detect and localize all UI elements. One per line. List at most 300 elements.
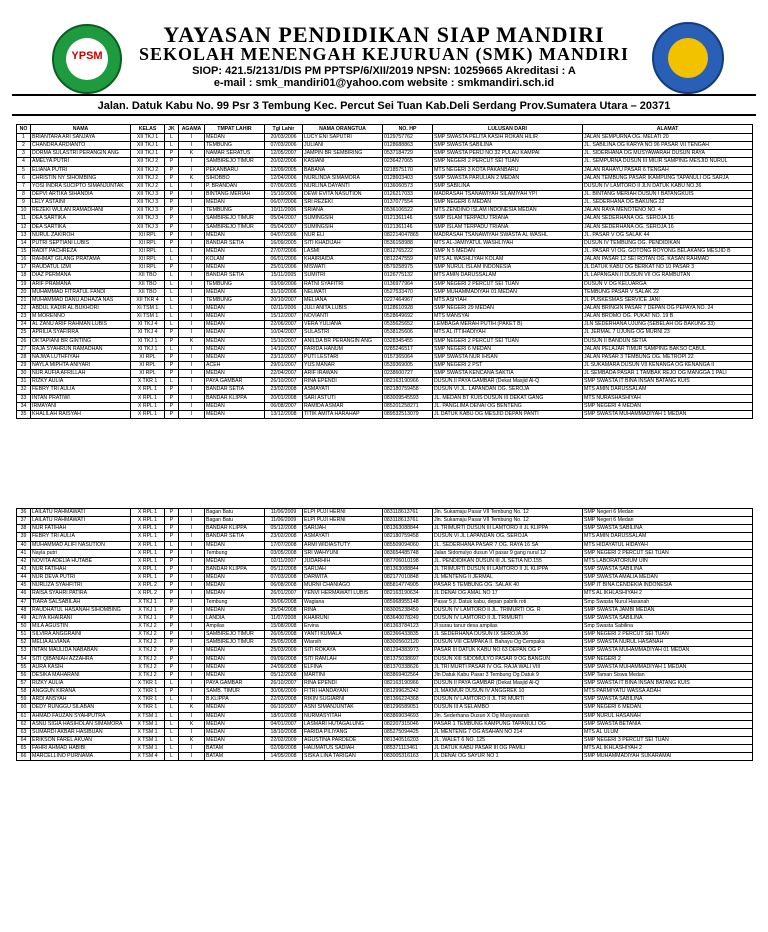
table-cell: XII TKJ 3	[131, 215, 165, 223]
table-row	[17, 223, 753, 231]
table-cell: 0539369005	[383, 361, 433, 369]
table-cell: KASIANI	[303, 158, 383, 166]
table-cell: 18/01/2008	[265, 712, 303, 720]
table-cell: LASMARI HUTAGALUNG	[303, 720, 383, 728]
table-cell: ALIYA KHAIRANI	[31, 614, 131, 622]
table-cell: I	[179, 671, 205, 679]
table-cell: 22/06/2007	[265, 321, 303, 329]
table-cell: 15	[17, 247, 31, 255]
table-cell: 0328345455	[383, 337, 433, 345]
table-cell: 29/01/2007	[265, 361, 303, 369]
table-cell: I	[179, 304, 205, 312]
table-cell: 085371113461	[383, 745, 433, 753]
table-row	[17, 533, 753, 541]
table-cell: 26	[17, 337, 31, 345]
table-cell: JULIANI	[303, 142, 383, 150]
table-row	[17, 582, 753, 590]
table-cell: JALAN PASAR 12 SEI ROTAN OG. KASAN RAHMAD	[583, 256, 753, 264]
table-cell: SAMBIREJO TIMUR	[205, 223, 265, 231]
table-cell: X TKR 1	[131, 679, 165, 687]
table-cell: TEMBUNG	[205, 142, 265, 150]
table-cell: TEMBUNG	[205, 280, 265, 288]
table-cell: MTS AL WASHLIYAH KOLAM	[433, 256, 583, 264]
table-cell: 083640078249	[383, 614, 433, 622]
table-row	[17, 247, 753, 255]
table-cell: SMP NEGERI 2 PERCUT SEI TUAN	[433, 158, 583, 166]
table-row	[17, 142, 753, 150]
table-cell: NOVITA ADELIA HUTABE	[31, 557, 131, 565]
table-cell: SIHOBBO	[205, 174, 265, 182]
table-cell: MEDAN	[205, 541, 265, 549]
table-cell: JALAN BROMO OG. PUKAT NO. 19 B	[583, 313, 753, 321]
table-cell: 03/05/2008	[265, 549, 303, 557]
table-cell: XII TKJ 1	[131, 150, 165, 158]
table-cell: 15/10/2007	[265, 337, 303, 345]
table-cell: 38	[17, 525, 31, 533]
table-row	[17, 158, 753, 166]
table-cell: P	[165, 598, 179, 606]
table-cell: SMP SWASTA MUHAMMADIYAH 01 MEDAN	[583, 647, 753, 655]
table-cell: XI TKJ 4	[131, 321, 165, 329]
table-cell: 0218575170	[383, 166, 433, 174]
table-cell: SMP NEGERI 6 MEDAN	[433, 345, 583, 353]
table-cell: 12/04/2006	[265, 174, 303, 182]
table-cell: 30/06/2009	[265, 688, 303, 696]
table-cell: NUR AUFIA AFRILLAH	[31, 370, 131, 378]
table-cell: SAMBIREJO TIMUR	[205, 215, 265, 223]
table-cell: XII TKJ 1	[131, 142, 165, 150]
table-cell: JL SEMBADA PASAR 1 TAMBAK REJO OG MANGGA 1 PALI	[583, 370, 753, 378]
table-cell: DUSUN IV LAMTORO II JL TRI MURTI	[433, 696, 583, 704]
table-cell: 42	[17, 557, 31, 565]
table-cell: RAHMAT GILANG PRATAMA	[31, 256, 131, 264]
table-cell: BABANA	[303, 166, 383, 174]
table-cell: 07/03/2008	[265, 574, 303, 582]
table-row	[17, 174, 753, 182]
table-cell: MEDAN	[205, 720, 265, 728]
table-cell: 0236427065	[383, 158, 433, 166]
table-cell: 02/11/2007	[265, 557, 303, 565]
table-cell: JL DENAI OG SAYUR NO 1	[433, 753, 583, 761]
table-cell: 082163190966	[383, 378, 433, 386]
table-row	[17, 150, 753, 158]
table-cell: XII TKJ 2	[131, 158, 165, 166]
table-cell: NAYLA MIPHTA ANIYARI	[31, 361, 131, 369]
table-cell: RIZKY AULIA	[31, 679, 131, 687]
table-cell: BANDAR KLIPPA	[205, 565, 265, 573]
table-cell: L	[165, 712, 179, 720]
table-cell: X RPL 2	[131, 590, 165, 598]
table-cell: 30	[17, 370, 31, 378]
table-cell: LASMI	[303, 247, 383, 255]
table-cell: I	[179, 256, 205, 264]
table-cell: SMP SWASTA NUR IHSAN	[433, 353, 583, 361]
table-cell: MELIA ALVIANA	[31, 639, 131, 647]
table-cell: 082163190966	[383, 679, 433, 687]
table-cell: X TKR 1	[131, 378, 165, 386]
table-cell: 45	[17, 582, 31, 590]
table-cell: P	[165, 361, 179, 369]
table-cell: X RPL 1	[131, 402, 165, 410]
contact-line: e-mail : smk_mandiri01@yahoo.com website : smkmandiri.sch.id	[213, 77, 555, 89]
table-cell: JL SUKAMARA DUSUN VII KENANGA OG KENANGA II	[583, 361, 753, 369]
table-row	[17, 329, 753, 337]
table-cell: JALAN SEDERHANA OG. SEROJA 16	[583, 223, 753, 231]
table-cell: SMP NEGERI 2 PST	[433, 361, 583, 369]
table-cell: L	[165, 296, 179, 304]
table-cell: NAJWA LUTHFIYAH	[31, 353, 131, 361]
table-cell: P	[165, 549, 179, 557]
table-cell: NUR ELI	[303, 231, 383, 239]
table-cell: RATNI SYAFITRI	[303, 280, 383, 288]
table-cell: X TSM 4	[131, 753, 165, 761]
table-cell: Bagan Batu	[205, 509, 265, 517]
table-cell: SMP SWASTA SABILINA	[583, 614, 753, 622]
table-cell: 083869034693	[383, 712, 433, 720]
table-cell: SMP NEGERI 4 MEDAN	[583, 402, 753, 410]
table-cell: 0528649692	[383, 313, 433, 321]
column-header: TMPAT LAHIR	[205, 125, 265, 134]
column-header: NAMA ORANGTUA	[303, 125, 383, 134]
table-cell: AL ZANU ARIF RAHMAN LUBIS	[31, 321, 131, 329]
table-cell: 27	[17, 345, 31, 353]
table-cell: 13/12/2008	[265, 410, 303, 418]
table-cell: SMP NEGERI 3 PERCUT SEI TUAN	[583, 736, 753, 744]
table-cell: 081366224368	[383, 696, 433, 704]
table-cell: L	[165, 288, 179, 296]
table-cell: DUSUN V OG KELUARGA	[583, 280, 753, 288]
table-cell: I	[179, 712, 205, 720]
column-header: Tgl Lahir	[265, 125, 303, 134]
table-cell: 14	[17, 239, 31, 247]
table-cell: TIARA SALSABILAH	[31, 598, 131, 606]
table-cell: XII RPL	[131, 239, 165, 247]
table-cell: P	[165, 509, 179, 517]
table-cell: K	[179, 720, 205, 728]
table-cell: JALAN RAHAYU PASAR 6 TENGAH	[583, 166, 753, 174]
table-cell: P	[165, 622, 179, 630]
table-cell: 58	[17, 688, 31, 696]
table-row	[17, 736, 753, 744]
table-cell: 11/06/2009	[265, 517, 303, 525]
table-cell: MEDAN	[205, 231, 265, 239]
table-cell: X TSM 1	[131, 720, 165, 728]
table-cell: P	[165, 402, 179, 410]
table-cell: 081363784123	[383, 622, 433, 630]
table-cell: P	[165, 239, 179, 247]
table-row	[17, 696, 753, 704]
table-cell: I	[179, 394, 205, 402]
table-cell: JL DENAI OG AMAL NO 17	[433, 590, 583, 598]
table-cell: L	[165, 704, 179, 712]
table-cell: SMP IT BINA CENDEKIA INDONESIA	[583, 582, 753, 590]
table-cell: XII TKJ 2	[131, 166, 165, 174]
table-cell: 15/12/2007	[265, 313, 303, 321]
table-cell: MEDAN	[205, 370, 265, 378]
table-row	[17, 631, 753, 639]
table-cell: P	[165, 688, 179, 696]
table-cell: ERIKSON FAREL AKUAN	[31, 736, 131, 744]
table-row	[17, 386, 753, 394]
table-cell: Jln. Sukamaju Pasar VII Tembung No. 12	[433, 509, 583, 517]
table-cell: DUSUN IV LAMTORO II JL TRIMURTI	[433, 614, 583, 622]
table-cell: 51	[17, 631, 31, 639]
table-cell: 23/02/2008	[265, 533, 303, 541]
table-cell: 6	[17, 174, 31, 182]
table-cell: P	[165, 533, 179, 541]
table-cell: 083005238459	[383, 606, 433, 614]
table-row	[17, 313, 753, 321]
table-cell: X TKJ 1	[131, 614, 165, 622]
table-cell: XI RPL	[131, 361, 165, 369]
table-cell: I	[179, 582, 205, 590]
table-cell: 0128688863	[383, 142, 433, 150]
table-cell: XI TSM 1	[131, 304, 165, 312]
table-row	[17, 345, 753, 353]
table-cell: L	[165, 247, 179, 255]
table-cell: BANDAR SETIA	[205, 533, 265, 541]
table-cell: 082180759458	[383, 386, 433, 394]
table-cell: 26/10/2007	[265, 679, 303, 687]
table-cell: XI TSM 1	[131, 313, 165, 321]
table-cell: 082207315046	[383, 720, 433, 728]
table-row	[17, 182, 753, 190]
table-cell: 081363088844	[383, 565, 433, 573]
table-cell: X TKR 1	[131, 704, 165, 712]
table-cell: MEDAN	[205, 321, 265, 329]
table-cell: 40	[17, 541, 31, 549]
table-cell: X RPL 1	[131, 394, 165, 402]
table-row	[17, 166, 753, 174]
table-cell: 43	[17, 565, 31, 573]
table-cell: XI RPL	[131, 370, 165, 378]
table-cell: 66	[17, 753, 31, 761]
table-cell: BANDAR SETIA	[205, 272, 265, 280]
table-cell: DEWI EVITA NASUTION	[303, 190, 383, 198]
table-cell: 9	[17, 199, 31, 207]
table-cell: XI RPL	[131, 353, 165, 361]
table-cell: X TKJ 2	[131, 631, 165, 639]
table-cell: 27/07/2006	[265, 247, 303, 255]
table-row	[17, 753, 753, 761]
table-cell: 05/04/2007	[265, 223, 303, 231]
table-cell: 22/03/2008	[265, 696, 303, 704]
table-cell: XII RPL	[131, 247, 165, 255]
table-cell: I	[179, 158, 205, 166]
table-cell: L	[165, 280, 179, 288]
table-cell: 14/10/2007	[265, 345, 303, 353]
table-cell: SULASTRI	[303, 329, 383, 337]
table-cell: MTS AMIN DARUSSALAM	[583, 386, 753, 394]
table-cell: X RPL 2	[131, 582, 165, 590]
table-cell: P	[165, 410, 179, 418]
table-cell: JL. SABILINA OG KARYA NO 96 PASAR VII TENGAH	[583, 142, 753, 150]
table-cell: NURLINDA SIMAMORA	[303, 174, 383, 182]
table-cell: P	[165, 150, 179, 158]
table-cell: Pasar 5 jl. Datuk kabu, depan pabrik roti	[433, 598, 583, 606]
table-cell: KHAIRUNI	[303, 614, 383, 622]
table-cell: I	[179, 378, 205, 386]
table-cell: SMP ISLAM TERPADU TRIANA	[433, 215, 583, 223]
column-header: KELAS	[131, 125, 165, 134]
table-cell: I	[179, 622, 205, 630]
accreditation-line: SIOP: 421.5/2131/DIS PM PPTSP/6/XII/2019 NPSN: 10259665 Akreditasi : A	[192, 65, 576, 77]
table-cell: L	[165, 142, 179, 150]
table-cell: 085968955148	[383, 598, 433, 606]
table-cell: SITI ROKAYA	[303, 647, 383, 655]
table-cell: 55	[17, 663, 31, 671]
table-cell: 15/10/2006	[265, 190, 303, 198]
table-cell: Ampilas	[205, 622, 265, 630]
table-cell: 47	[17, 598, 31, 606]
table-cell: 083118613761	[383, 509, 433, 517]
table-cell: FEBRY TRI AULIA	[31, 533, 131, 541]
table-cell: AMELYA PUTRI	[31, 158, 131, 166]
table-cell: ACEH	[205, 361, 265, 369]
table-cell: 06/08/2008	[265, 582, 303, 590]
table-cell: 26/10/2007	[265, 378, 303, 386]
table-cell: X RPL 1	[131, 533, 165, 541]
table-cell: OKTAPIANI BR GINTING	[31, 337, 131, 345]
table-cell: TEMBUNG PASAR V SALAK 22	[583, 288, 753, 296]
table-cell: LEMBAGA MERAH PUTIH (PAKET B)	[433, 321, 583, 329]
table-cell: 25	[17, 329, 31, 337]
table-cell: SMP MUHAMMADIYAH 01 MEDAN	[433, 288, 583, 296]
table-cell: JL. SEDERHANA PASAR 7 OG. RAYA 16 SA	[433, 541, 583, 549]
letterhead	[0, 0, 768, 116]
table-cell: X TSM 1	[131, 728, 165, 736]
table-cell: 20/03/2006	[265, 134, 303, 142]
table-row	[17, 410, 753, 418]
table-cell: FARIDA PILIYANG	[303, 728, 383, 736]
table-cell: I	[179, 745, 205, 753]
table-cell: MEDAN	[205, 304, 265, 312]
table-cell: 18	[17, 272, 31, 280]
table-cell: 11	[17, 215, 31, 223]
table-cell: 15/08/2008	[265, 622, 303, 630]
table-cell: I	[179, 402, 205, 410]
table-cell: DUSUN IV LAMTORO II JLN DATUK KABU NO.36	[583, 182, 753, 190]
table-cell: JL. SIDERHANA OG MUSYAWARAH DUSUN RAYA	[583, 150, 753, 158]
table-cell: 57	[17, 679, 31, 687]
table-cell: SMP SWASTA SABILINA	[583, 696, 753, 704]
table-cell: L	[165, 736, 179, 744]
table-cell: MEDAN	[205, 402, 265, 410]
table-cell: ARDI ANSYAH	[31, 696, 131, 704]
table-cell: I	[179, 655, 205, 663]
table-row	[17, 541, 753, 549]
table-cell: I	[179, 410, 205, 418]
table-cell: ASNU SIGIA HASIHOLAN SIMAMORA	[31, 720, 131, 728]
table-cell: 05/12/2008	[265, 525, 303, 533]
table-cell: HALIMATUS SADIAH	[303, 745, 383, 753]
table-cell: SMP MUHAMMADIYAH SUKARAMAI	[583, 753, 753, 761]
table-cell: 20/10/2007	[265, 296, 303, 304]
table-cell: SMP NEGERI 2	[583, 655, 753, 663]
table-cell: 06/10/2007	[265, 704, 303, 712]
table-cell: SAMBIREJO TIMUR	[205, 158, 265, 166]
table-cell: 22/02/2009	[265, 736, 303, 744]
table-cell: 5	[17, 166, 31, 174]
table-cell: XII TKR 4	[131, 296, 165, 304]
table-cell: JL MENTENG II JERMAL	[433, 574, 583, 582]
table-cell: 083009545593	[383, 394, 433, 402]
table-cell: SUMITRI	[303, 272, 383, 280]
table-row	[17, 679, 753, 687]
table-row	[17, 231, 753, 239]
column-header: LULUSAN DARI	[433, 125, 583, 134]
table-cell: JALAN SEDERHANA OG. SEROJA 16	[583, 215, 753, 223]
table-cell: SMP NURUL ISLAM INDONESIA	[433, 264, 583, 272]
table-cell: DUSUN IV LAMTORO II JL. TRIMURTI OG. R	[433, 606, 583, 614]
table-cell: MEDAN	[205, 288, 265, 296]
table-cell: YANTI KUMALA	[303, 631, 383, 639]
table-cell: P. BRANDAN	[205, 182, 265, 190]
column-header: NO	[17, 125, 31, 134]
table-cell: PASAR 1 TEMBUNG KAMPUNG TAPANULI OG	[433, 720, 583, 728]
table-cell: JALAN PELAJAR TIMUR SAMPING BAKSO CABUL	[583, 345, 753, 353]
table-cell: SMP NEGERI 2 PERCUT SEI TUAN	[583, 631, 753, 639]
table-cell: JL. BINTANG MERIAH DUSUN I BATANGKUIS	[583, 190, 753, 198]
table-cell: I	[179, 541, 205, 549]
table-cell: P	[165, 190, 179, 198]
table-cell: 083118613761	[383, 517, 433, 525]
table-cell: YOSI INDRA SUCIPTO SIMANJUNTAK	[31, 182, 131, 190]
table-cell: BANDAR KLIPPA	[205, 525, 265, 533]
table-cell: P	[165, 565, 179, 573]
table-cell: NAMAR SERATUS	[205, 150, 265, 158]
table-cell: L	[165, 696, 179, 704]
table-cell: 17	[17, 264, 31, 272]
table-cell: 56	[17, 671, 31, 679]
table-cell: 085201258271	[383, 402, 433, 410]
table-cell: 10/04/2007	[265, 329, 303, 337]
table-1-body	[17, 134, 753, 419]
table-cell: JL. PASAR VI OG. GOTONG ROYONG BELAKANG MESJID B	[583, 247, 753, 255]
table-cell: P	[165, 614, 179, 622]
table-row	[17, 337, 753, 345]
table-cell: 60	[17, 704, 31, 712]
table-cell: 13	[17, 231, 31, 239]
table-cell: XII RPL	[131, 231, 165, 239]
table-row	[17, 598, 753, 606]
table-cell: 50	[17, 622, 31, 630]
table-cell: SMP SABILINA	[433, 182, 583, 190]
table-cell: I	[179, 288, 205, 296]
table-cell: BANDAR KLIPPA	[205, 394, 265, 402]
column-header: JK	[165, 125, 179, 134]
table-cell: Ervina	[303, 622, 383, 630]
table-cell: Bagan Batu	[205, 517, 265, 525]
table-cell: BANDAR SETIA	[205, 239, 265, 247]
table-row	[17, 517, 753, 525]
table-cell: ELPI PUJI HERNI	[303, 517, 383, 525]
column-header: AGAMA	[179, 125, 205, 134]
table-cell: I	[179, 215, 205, 223]
table-cell: 53	[17, 647, 31, 655]
table-cell: 18/10/2008	[265, 728, 303, 736]
table-cell: 0227464967	[383, 296, 433, 304]
table-cell: SARIJAH	[303, 565, 383, 573]
table-cell: 52	[17, 639, 31, 647]
table-cell: 0121361146	[383, 215, 433, 223]
table-cell: JL. PASAR V OG SALAK 44	[583, 231, 753, 239]
table-cell: YENVI HERMAWATI LUBIS	[303, 590, 383, 598]
table-cell: MTS AL-JAMIYATUL WASHLIYAH	[433, 239, 583, 247]
table-cell: I	[179, 231, 205, 239]
table-cell: 0126775132	[383, 272, 433, 280]
table-cell: P	[165, 264, 179, 272]
